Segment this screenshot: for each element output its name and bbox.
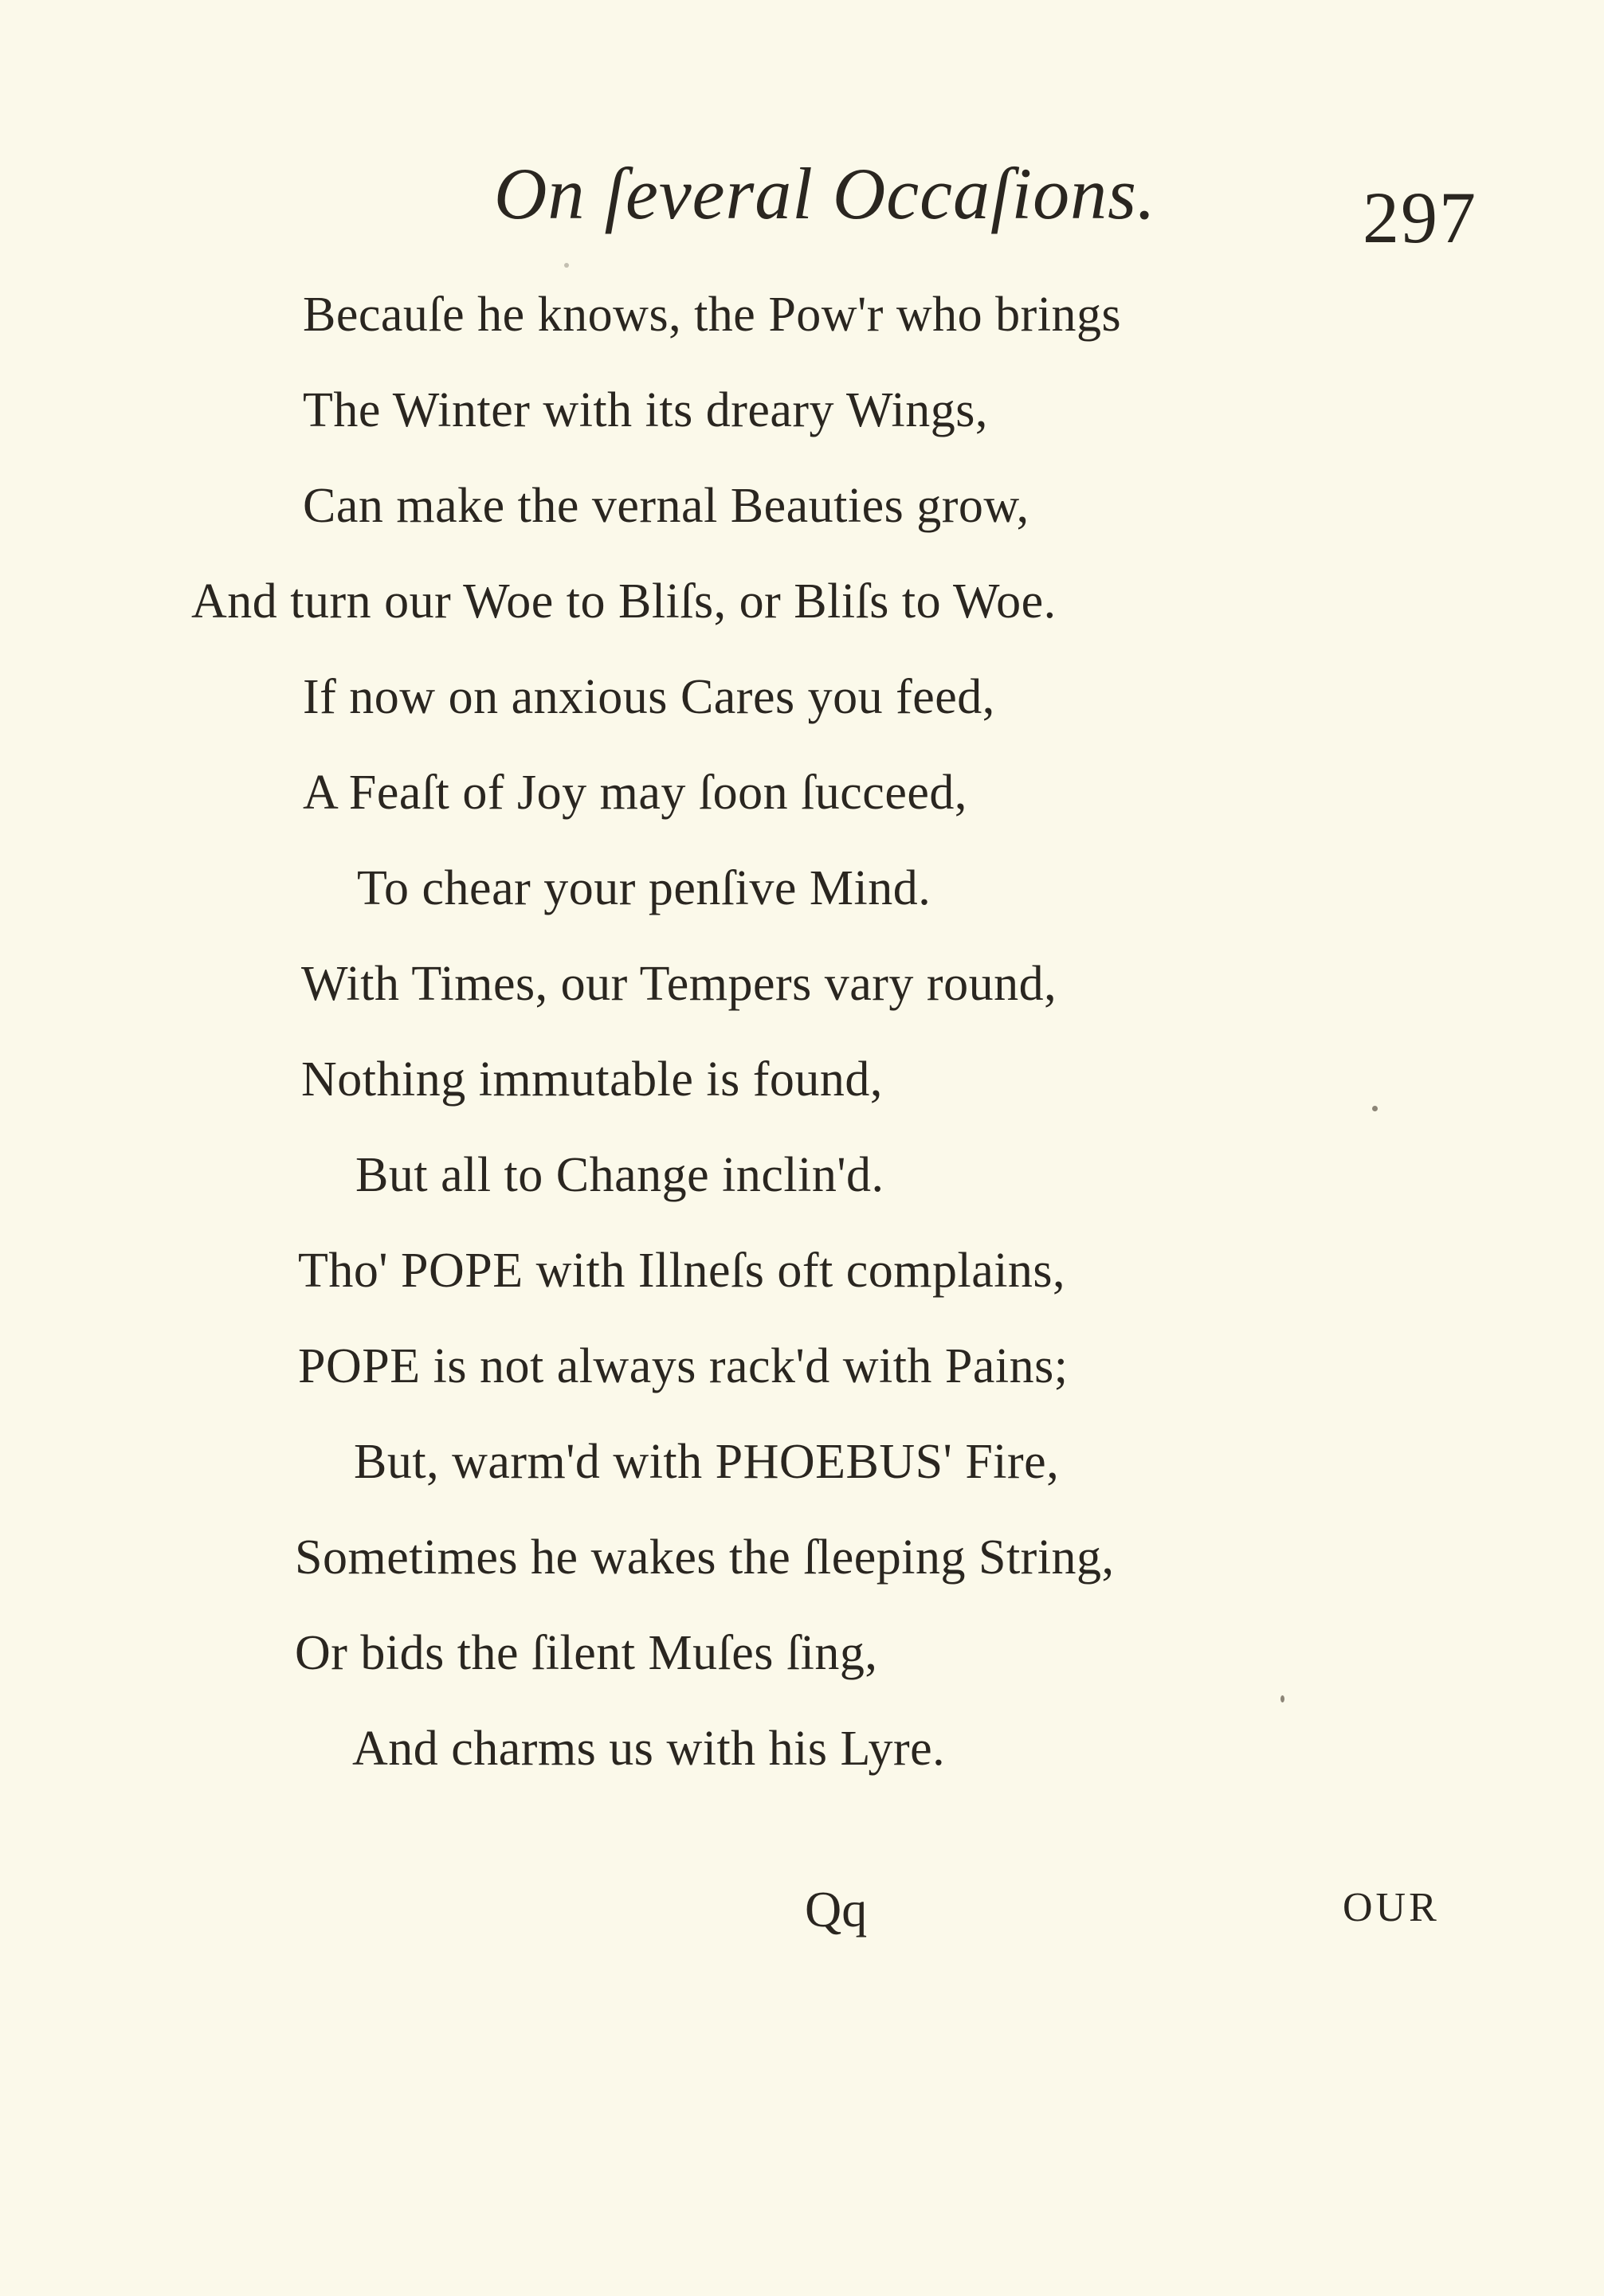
poem-line: And turn our Woe to Bliſs, or Bliſs to Woe. [191, 574, 1057, 629]
poem-line: If now on anxious Cares you feed, [303, 670, 995, 724]
poem-line: But, warm'd with PHOEBUS' Fire, [354, 1435, 1060, 1489]
poem-line: Or bids the ſilent Muſes ſing, [295, 1626, 878, 1680]
signature-mark: Qq [805, 1881, 868, 1937]
page-number: 297 [1363, 177, 1477, 258]
poem-line: Nothing immutable is found, [301, 1052, 883, 1107]
poem-line: But all to Change inclin'd. [355, 1148, 884, 1202]
catchword: OUR [1343, 1885, 1440, 1930]
running-title: On ſeveral Occaſions. [494, 153, 1156, 234]
poem-line: Can make the vernal Beauties grow, [303, 479, 1029, 533]
poem-line: Becauſe he knows, the Pow'r who brings [303, 288, 1122, 342]
ink-speck [564, 263, 569, 268]
ink-speck [1280, 1695, 1284, 1702]
poem-line: To chear your penſive Mind. [357, 861, 931, 915]
poem-line: With Times, our Tempers vary round, [301, 957, 1057, 1011]
poem-line: A Feaſt of Joy may ſoon ſucceed, [303, 766, 967, 820]
poem-line: Sometimes he wakes the ſleeping String, [295, 1530, 1115, 1585]
poem-line: POPE is not always rack'd with Pains; [298, 1339, 1069, 1393]
poem-line: The Winter with its dreary Wings, [303, 383, 988, 437]
poem-line: And charms us with his Lyre. [352, 1722, 946, 1776]
ink-speck [1372, 1106, 1378, 1111]
poem-line: Tho' POPE with Illneſs oft complains, [298, 1244, 1066, 1298]
